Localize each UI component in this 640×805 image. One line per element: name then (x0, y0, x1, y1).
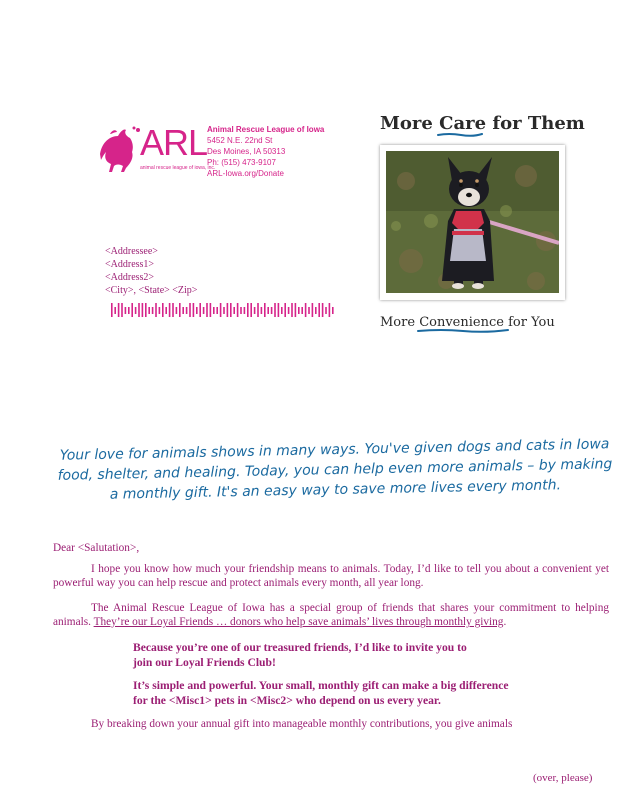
barcode-bar (274, 303, 276, 317)
subheadline-post: for You (503, 315, 555, 330)
barcode-bar (261, 307, 263, 314)
barcode-bar (284, 303, 286, 317)
barcode-bar (288, 307, 290, 314)
barcode-bar (237, 303, 239, 317)
barcode-bar (210, 303, 212, 317)
subheadline-underline (417, 328, 509, 334)
barcode-bar (203, 307, 205, 314)
barcode-bar (295, 303, 297, 317)
barcode-bar (186, 307, 188, 314)
over-please-note: (over, please) (533, 772, 593, 784)
barcode-bar (118, 303, 120, 317)
org-web: ARL-Iowa.org/Donate (207, 169, 284, 178)
barcode-bar (193, 303, 195, 317)
barcode-bar (213, 307, 215, 314)
barcode-bar (278, 303, 280, 317)
barcode-bar (111, 303, 113, 317)
subheadline-emphasis (419, 315, 504, 330)
barcode-bar (128, 307, 130, 314)
barcode-bar (227, 303, 229, 317)
barcode-bar (135, 307, 137, 314)
barcode-bar (271, 307, 273, 314)
barcode-bar (267, 307, 269, 314)
barcode-bar (114, 307, 116, 314)
simple-powerful-callout (133, 678, 593, 708)
headline (380, 113, 585, 134)
barcode-bar (257, 303, 259, 317)
barcode-bar (199, 303, 201, 317)
barcode-bar (325, 307, 327, 314)
barcode-bar (220, 303, 222, 317)
headline-post: for Them (486, 113, 585, 134)
barcode-bar (318, 303, 320, 317)
photo-frame (380, 145, 565, 300)
org-name: Animal Rescue League of Iowa (207, 125, 325, 134)
barcode-bar (172, 303, 174, 317)
headline-emphasis (439, 113, 486, 134)
invitation-line-2: join our Loyal Friends Club! (133, 656, 276, 669)
headline-word: Care (439, 113, 487, 134)
recipient-addressee: <Addressee> (105, 246, 158, 257)
recipient-address (105, 245, 197, 297)
org-address-block (207, 124, 324, 179)
simple-line-2: for the <Misc1> pets in <Misc2> who depend on us every year. (133, 694, 441, 707)
barcode-bar (281, 307, 283, 314)
barcode-bar (196, 307, 198, 314)
recipient-address2: <Address2> (105, 272, 155, 283)
recipient-address1: <Address1> (105, 259, 155, 270)
paragraph-2-underlined: They’re our Loyal Friends … donors who help save animals’ lives through monthly giving (93, 616, 504, 628)
org-street: 5452 N.E. 22nd St (207, 136, 273, 145)
paragraph-2-end: . (503, 616, 507, 628)
barcode-bar (223, 307, 225, 314)
intro-line-3: a monthly gift. It's an easy way to save more lives every month. (109, 477, 562, 503)
barcode-bar (291, 303, 293, 317)
intro-line-1: Your love for animals shows in many ways. You've given dogs and cats in Iowa (59, 436, 610, 464)
barcode-bar (155, 303, 157, 317)
barcode-bar (230, 303, 232, 317)
barcode-bar (145, 303, 147, 317)
barcode-bar (329, 303, 331, 317)
barcode-bar (176, 307, 178, 314)
barcode-bar (148, 307, 150, 314)
barcode-bar (315, 307, 317, 314)
paragraph-3: By breaking down your annual gift into manageable monthly contributions, you give animals (91, 718, 513, 730)
barcode-bar (162, 303, 164, 317)
barcode-bar (308, 307, 310, 314)
simple-line-1: It’s simple and powerful. Your small, monthly gift can make a big difference (133, 679, 509, 692)
logo-tagline: animal rescue league of iowa, inc. (140, 165, 216, 171)
barcode-bar (332, 307, 334, 314)
barcode-bar (152, 307, 154, 314)
barcode-bar (131, 303, 133, 317)
barcode-bar (142, 303, 144, 317)
intro-line-2: food, shelter, and healing. Today, you can help even more animals – by making (57, 456, 613, 484)
paragraph-2 (53, 601, 609, 629)
subheadline-pre: More (380, 315, 420, 330)
barcode-bar (240, 307, 242, 314)
headline-pre: More (380, 113, 440, 134)
barcode-bar (159, 307, 161, 314)
barcode-bar (169, 303, 171, 317)
barcode-bar (165, 307, 167, 314)
barcode-bar (206, 303, 208, 317)
invitation-callout (133, 640, 553, 670)
barcode-bar (305, 303, 307, 317)
paragraph-2-text: The Animal Rescue League of Iowa has a special group of friends that shares your commitment to helping animals. (53, 602, 609, 628)
barcode-bar (182, 307, 184, 314)
org-city: Des Moines, IA 50313 (207, 147, 286, 156)
barcode-bar (125, 307, 127, 314)
postal-barcode (111, 302, 336, 318)
recipient-city-state-zip: <City>, <State> <Zip> (105, 285, 198, 296)
intro-handwritten (39, 434, 630, 506)
salutation: Dear <Salutation>, (53, 542, 140, 554)
barcode-bar (322, 303, 324, 317)
barcode-bar (254, 307, 256, 314)
barcode-bar (138, 303, 140, 317)
headline-underline (437, 132, 483, 138)
subheadline (380, 315, 555, 330)
logo-text: ARL (140, 122, 208, 163)
barcode-bar (121, 303, 123, 317)
dog-photo (386, 151, 559, 293)
barcode-bar (247, 303, 249, 317)
barcode-bar (179, 303, 181, 317)
barcode-bar (244, 307, 246, 314)
org-phone: Ph: (515) 473-9107 (207, 158, 276, 167)
barcode-bar (301, 307, 303, 314)
barcode-bar (250, 303, 252, 317)
barcode-bar (216, 307, 218, 314)
paragraph-1: I hope you know how much your friendship means to animals. Today, I’d like to tell you about a convenient yet powerful way you can help rescue and protect animals every month, all year long. (53, 563, 609, 589)
barcode-bar (312, 303, 314, 317)
barcode-bar (298, 307, 300, 314)
barcode-bar (189, 303, 191, 317)
barcode-bar (264, 303, 266, 317)
barcode-bar (233, 307, 235, 314)
invitation-line-1: Because you’re one of our treasured friends, I’d like to invite you to (133, 641, 467, 654)
subheadline-word: Convenience (419, 315, 504, 330)
